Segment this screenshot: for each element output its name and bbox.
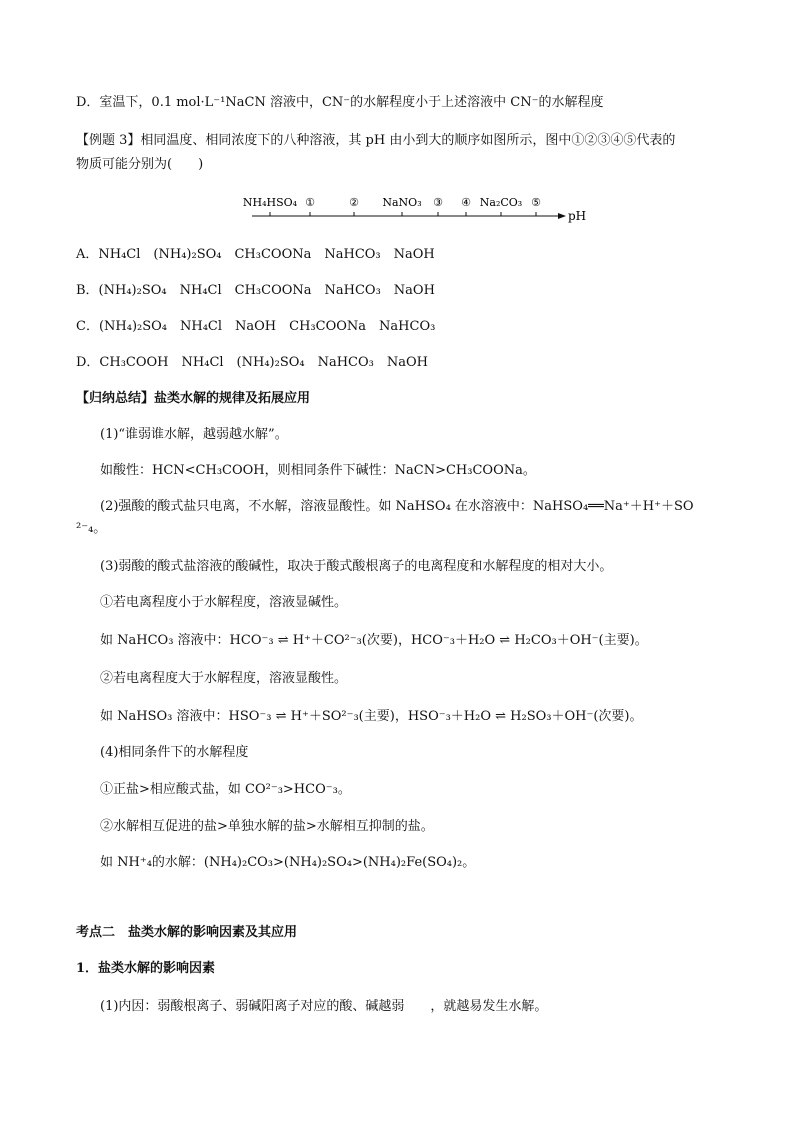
rule-4-1: ①正盐>相应酸式盐，如 CO²⁻₃>HCO⁻₃。: [100, 782, 351, 797]
axis-ticks: [270, 212, 536, 216]
axis-labels: [243, 196, 541, 209]
ph-axis-diagram: [242, 192, 587, 228]
subsection-title: 1．盐类水解的影响因素: [76, 961, 216, 976]
rule-4: (4)相同条件下的水解程度: [100, 745, 249, 760]
rule-1-example: 如酸性：HCN<CH₃COOH，则相同条件下碱性：NaCN>CH₃COONa。: [100, 463, 536, 478]
rule-3-1-example: 如 NaHCO₃ 溶液中：HCO⁻₃ ⇌ H⁺＋CO²⁻₃(次要)，HCO⁻₃＋H₂O ⇌ H₂CO₃＋OH⁻(主要)。: [100, 633, 648, 648]
axis-end-label: pH: [568, 209, 587, 223]
axis-label-1: ①: [305, 196, 315, 209]
option-d[interactable]: D．CH₃COOH NH₄Cl (NH₄)₂SO₄ NaHCO₃ NaOH: [76, 355, 428, 370]
axis-label-7: ⑤: [531, 196, 541, 209]
rule-3-1: ①若电离程度小于水解程度，溶液显碱性。: [100, 595, 348, 610]
rule-3-2-example: 如 NaHSO₃ 溶液中：HSO⁻₃ ⇌ H⁺＋SO²⁻₃(主要)，HSO⁻₃＋H₂O ⇌ H₂SO₃＋OH⁻(次要)。: [100, 709, 643, 724]
summary-title: 【归纳总结】盐类水解的规律及拓展应用: [76, 391, 311, 406]
section-title-kp2: 考点二 盐类水解的影响因素及其应用: [76, 925, 298, 940]
rule-3: (3)弱酸的酸式盐溶液的酸碱性，取决于酸式酸根离子的电离程度和水解程度的相对大小。: [100, 559, 613, 574]
rule-4-example: 如 NH⁺₄的水解：(NH₄)₂CO₃>(NH₄)₂SO₄>(NH₄)₂Fe(SO₄)₂。: [100, 855, 476, 870]
axis-label-5: ④: [461, 196, 471, 209]
axis-label-6: Na₂CO₃: [479, 196, 523, 209]
factor-internal: [100, 998, 547, 1016]
option-c[interactable]: C．(NH₄)₂SO₄ NH₄Cl NaOH CH₃COONa NaHCO₃: [76, 319, 436, 334]
rule-3-2: ②若电离程度大于水解程度，溶液显酸性。: [100, 671, 348, 686]
example3-question: 【例题 3】相同温度、相同浓度下的八种溶液，其 pH 由小到大的顺序如图所示，图中①②③④⑤代表的: [76, 133, 676, 148]
axis-label-3: NaNO₃: [382, 196, 422, 209]
axis-arrow: [558, 213, 566, 219]
rule-2-cont: ²⁻₄。: [76, 521, 107, 536]
axis-label-2: ②: [349, 196, 359, 209]
rule-1: (1)“谁弱谁水解，越弱越水解”。: [100, 427, 288, 442]
rule-4-2: ②水解相互促进的盐>单独水解的盐>水解相互抑制的盐。: [100, 819, 434, 834]
axis-label-0: NH₄HSO₄: [242, 196, 298, 209]
option-b[interactable]: B．(NH₄)₂SO₄ NH₄Cl CH₃COONa NaHCO₃ NaOH: [76, 283, 435, 298]
rule-2: (2)强酸的酸式盐只电离，不水解，溶液显酸性。如 NaHSO₄ 在水溶液中：NaHSO₄══Na⁺＋H⁺＋SO: [100, 499, 694, 514]
factor-internal-a: (1)内因：弱酸根离子、弱碱阳离子对应的酸、碱越弱: [100, 999, 405, 1014]
example3-question-cont: 物质可能分别为( ): [76, 157, 204, 172]
option-a[interactable]: A．NH₄Cl (NH₄)₂SO₄ CH₃COONa NaHCO₃ NaOH: [76, 247, 435, 262]
factor-internal-b: ，就越易发生水解。: [430, 999, 548, 1014]
option-d-previous: D．室温下，0.1 mol·L⁻¹NaCN 溶液中，CN⁻的水解程度小于上述溶液中 CN⁻的水解程度: [76, 95, 604, 110]
axis-label-4: ③: [433, 196, 443, 209]
